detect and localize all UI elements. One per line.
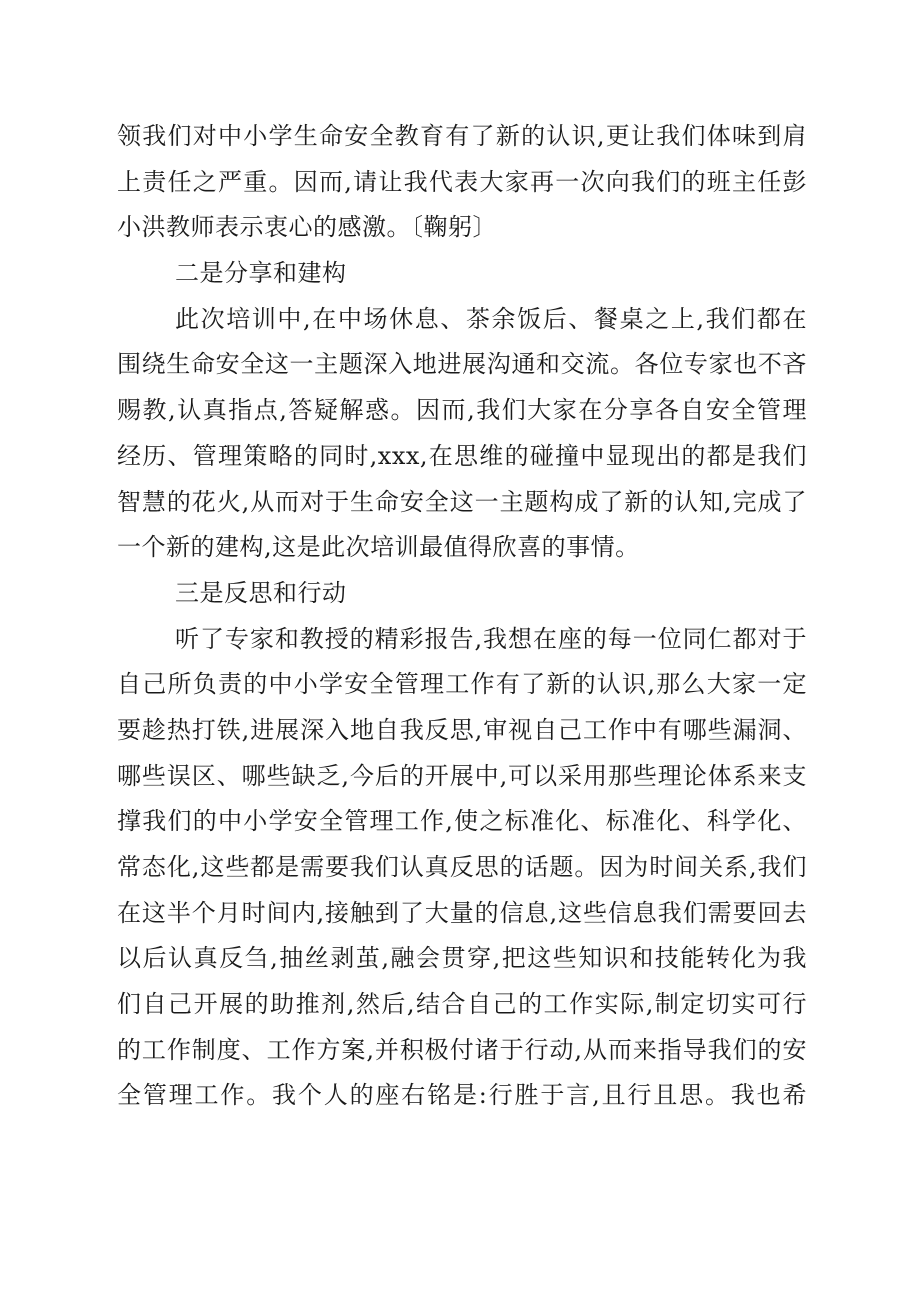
paragraph-line: 撑我们的中小学安全管理工作,使之标准化、标准化、科学化、 [117, 807, 807, 836]
paragraph-line: 哪些误区、哪些缺乏,今后的开展中,可以采用那些理论体系来支 [117, 761, 807, 790]
paragraph-line: 们自己开展的助推剂,然后,结合自己的工作实际,制定切实可行 [117, 990, 807, 1019]
paragraph-line: 此次培训中,在中场休息、茶余饭后、餐桌之上,我们都在 [175, 304, 807, 333]
paragraph-line: 一个新的建构,这是此次培训最值得欣喜的事情。 [117, 533, 640, 562]
paragraph-line: 经历、管理策略的同时,xxx,在思维的碰撞中显现出的都是我们 [117, 441, 807, 470]
paragraph-line: 听了专家和教授的精彩报告,我想在座的每一位同仁都对于 [175, 624, 807, 653]
section-heading-reflection: 三是反思和行动 [175, 578, 347, 607]
paragraph-line: 智慧的花火,从而对于生命安全这一主题构成了新的认知,完成了 [117, 487, 807, 516]
paragraph-line: 的工作制度、工作方案,并积极付诸于行动,从而来指导我们的安 [117, 1035, 807, 1064]
paragraph-line: 赐教,认真指点,答疑解惑。因而,我们大家在分享各自安全管理 [117, 396, 807, 425]
paragraph-line: 要趁热打铁,进展深入地自我反思,审视自己工作中有哪些漏洞、 [117, 715, 807, 744]
paragraph-line: 领我们对中小学生命安全教育有了新的认识,更让我们体味到肩 [117, 122, 807, 150]
paragraph-1 [117, 114, 807, 251]
paragraph-3 [117, 617, 807, 1120]
paragraph-line: 自己所负责的中小学安全管理工作有了新的认识,那么大家一定 [117, 670, 807, 699]
paragraph-line: 小洪教师表示衷心的感激。〔鞠躬〕 [117, 213, 497, 242]
paragraph-line: 以后认真反刍,抽丝剥茧,融会贯穿,把这些知识和技能转化为我 [117, 944, 807, 973]
section-heading-sharing: 二是分享和建构 [175, 259, 347, 288]
paragraph-line: 常态化,这些都是需要我们认真反思的话题。因为时间关系,我们 [117, 853, 807, 881]
paragraph-line: 上责任之严重。因而,请让我代表大家再一次向我们的班主任彭 [117, 167, 807, 196]
paragraph-line: 全管理工作。我个人的座右铭是:行胜于言,且行且思。我也希 [117, 1081, 807, 1110]
paragraph-line: 在这半个月时间内,接触到了大量的信息,这些信息我们需要回去 [117, 898, 807, 927]
document-body [117, 114, 807, 1119]
paragraph-2 [117, 297, 807, 571]
paragraph-line: 围绕生命安全这一主题深入地进展沟通和交流。各位专家也不吝 [117, 350, 807, 379]
